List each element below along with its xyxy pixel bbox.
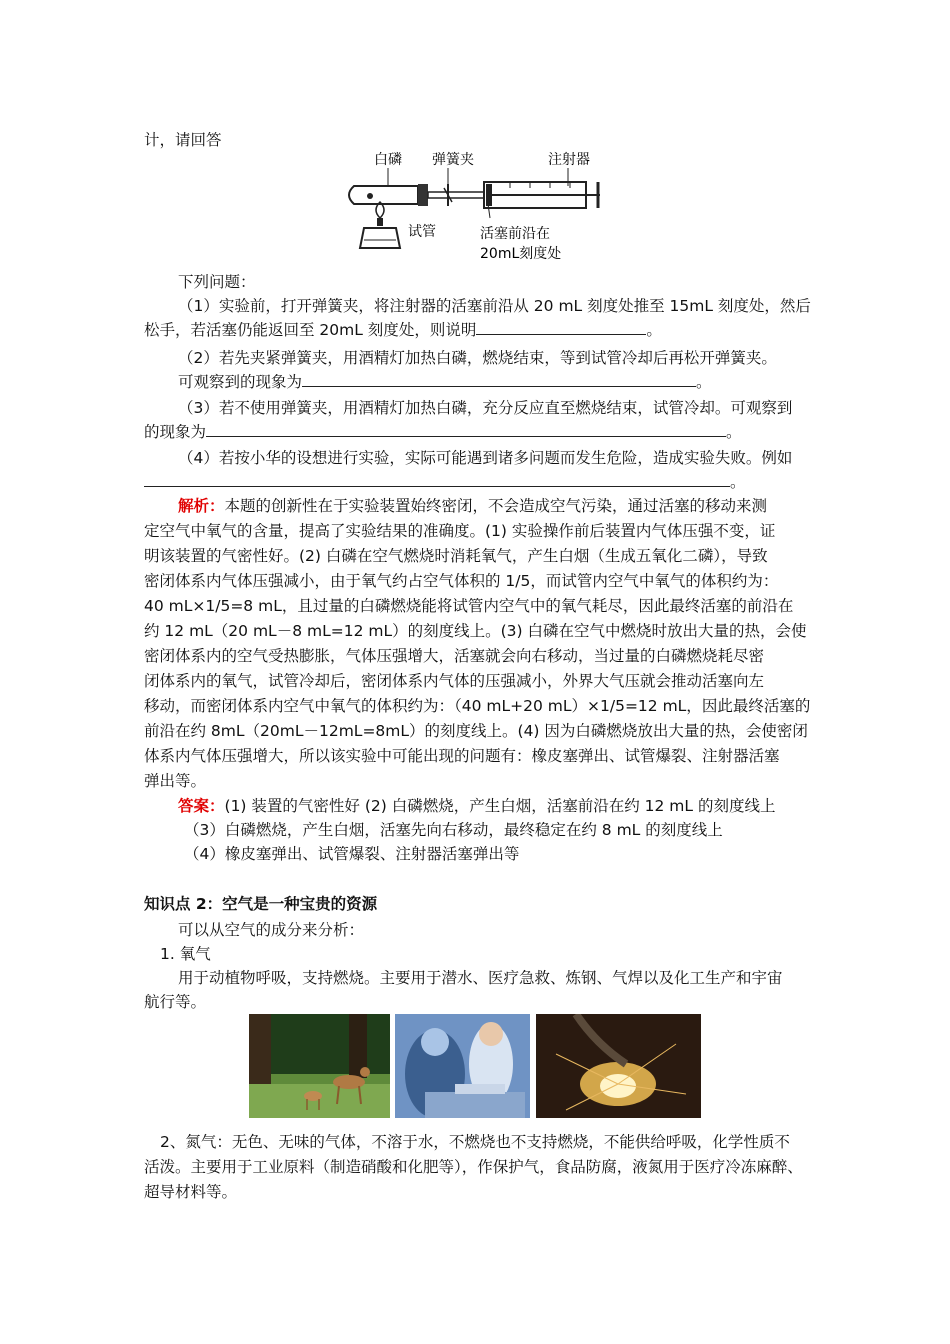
analysis-line-5: 约 12 mL（20 mL－8 mL=12 mL）的刻度线上。(3) 白磷在空气中燃烧时放出大量的热，会使	[144, 622, 807, 640]
oxygen-line1: 用于动植物呼吸，支持燃烧。主要用于潜水、医疗急救、炼钢、气焊以及化工生产和宇宙	[178, 969, 783, 987]
apparatus-figure	[340, 148, 610, 266]
label-20ml-mark: 20mL刻度处	[480, 246, 562, 262]
intro-text: 计，请回答	[144, 131, 222, 149]
deer-image	[249, 1014, 390, 1118]
q3-answer-blank[interactable]	[206, 420, 726, 437]
analysis-line-6: 密闭体系内的空气受热膨胀，气体压强增大，活塞就会向右移动，当过量的白磷燃烧耗尽密	[144, 647, 765, 665]
analysis-line-4: 40 mL×1/5=8 mL，且过量的白磷燃烧能将试管内空气中的氧气耗尽，因此最终活塞的前沿在	[144, 597, 794, 615]
q2-line2	[178, 370, 712, 394]
analysis-line-10: 体系内气体压强增大，所以该实验中可能出现的问题有：橡皮塞弹出、试管爆裂、注射器活塞	[144, 747, 780, 765]
analysis-line-9: 前沿在约 8mL（20mL－12mL=8mL）的刻度线上。(4) 因为白磷燃烧放出大量的热，会使密闭	[144, 722, 808, 740]
analysis-line-8: 移动，而密闭体系内空气中氧气的体积约为：（40 mL+20 mL）×1/5=12 mL，因此最终活塞的	[144, 697, 811, 715]
apparatus-diagram	[340, 148, 610, 266]
label-piston-front: 活塞前沿在	[480, 226, 550, 242]
q4-line2	[144, 470, 746, 494]
surgery-image	[395, 1014, 530, 1118]
q1-answer-blank[interactable]	[476, 318, 646, 335]
q2-line1: （2）若先夹紧弹簧夹，用酒精灯加热白磷，燃烧结束，等到试管冷却后再松开弹簧夹。	[178, 349, 777, 367]
answer-line-4: （4）橡皮塞弹出、试管爆裂、注射器活塞弹出等	[184, 845, 520, 863]
label-spring-clip: 弹簧夹	[432, 152, 474, 168]
analysis-line-2: 明该装置的气密性好。(2) 白磷在空气燃烧时消耗氧气，产生白烟（生成五氧化二磷），导致	[144, 547, 768, 565]
photo-deer	[249, 1014, 390, 1118]
analysis-line-3: 密闭体系内气体压强减小，由于氧气约占空气体积的 1/5，而试管内空气中氧气的体积约为：	[144, 572, 779, 590]
analysis-text-0: 本题的创新性在于实验装置始终密闭，不会造成空气污染，通过活塞的移动来测	[224, 497, 768, 515]
q1-line1: （1）实验前，打开弹簧夹，将注射器的活塞前沿从 20 mL 刻度处推至 15mL 刻度处，然后	[178, 297, 811, 315]
q3-line2	[144, 420, 742, 444]
oxygen-line2: 航行等。	[144, 993, 207, 1011]
q2-line2-text: 可观察到的现象为	[178, 373, 303, 391]
analysis-label: 解析：	[178, 497, 225, 515]
section2-lead: 可以从空气的成分来分析：	[178, 921, 365, 939]
welding-image	[536, 1014, 701, 1118]
answer-label: 答案：	[178, 797, 225, 815]
nitrogen-line1: 2、氮气：无色、无味的气体，不溶于水，不燃烧也不支持燃烧，不能供给呼吸，化学性质不	[160, 1133, 790, 1151]
analysis-line-11: 弹出等。	[144, 772, 207, 790]
q4-answer-blank[interactable]	[144, 470, 730, 487]
analysis-line-1: 定空气中氧气的含量，提高了实验结果的准确度。(1) 实验操作前后装置内气体压强不变，证	[144, 522, 776, 540]
q1-line2-text: 松手，若活塞仍能返回至 20mL 刻度处，则说明	[144, 321, 477, 339]
q2-answer-blank[interactable]	[302, 370, 696, 387]
photo-surgery	[395, 1014, 530, 1118]
q1-period: 。	[646, 321, 662, 339]
section2-title: 知识点 2：空气是一种宝贵的资源	[144, 895, 378, 913]
nitrogen-line3: 超导材料等。	[144, 1183, 238, 1201]
answer-line-3: （3）白磷燃烧，产生白烟，活塞先向右移动，最终稳定在约 8 mL 的刻度线上	[184, 821, 723, 839]
label-syringe: 注射器	[548, 152, 590, 168]
q4-period: 。	[730, 473, 746, 491]
analysis-line-0	[178, 494, 767, 518]
answer-text-1: (1) 装置的气密性好 (2) 白磷燃烧，产生白烟，活塞前沿在约 12 mL 的刻度线上	[224, 797, 776, 815]
nitrogen-line2: 活泼。主要用于工业原料（制造硝酸和化肥等），作保护气，食品防腐，液氮用于医疗冷冻麻醉、	[144, 1158, 803, 1176]
q3-period: 。	[726, 423, 742, 441]
label-test-tube: 试管	[408, 224, 436, 240]
q3-line1: （3）若不使用弹簧夹，用酒精灯加热白磷，充分反应直至燃烧结束，试管冷却。可观察到	[178, 399, 793, 417]
questions-lead: 下列问题：	[178, 273, 256, 291]
photo-welding	[536, 1014, 701, 1118]
q4-line1: （4）若按小华的设想进行实验，实际可能遇到诸多问题而发生危险，造成实验失败。例如	[178, 449, 793, 467]
q2-period: 。	[696, 373, 712, 391]
q3-line2-text: 的现象为	[144, 423, 207, 441]
oxygen-title: 1. 氧气	[160, 945, 211, 963]
label-white-phosphorus: 白磷	[374, 152, 402, 168]
answer-line-1	[178, 794, 775, 818]
q1-line2	[144, 318, 662, 342]
analysis-line-7: 闭体系内的氧气，试管冷却后，密闭体系内气体的压强减小，外界大气压就会推动活塞向左	[144, 672, 765, 690]
